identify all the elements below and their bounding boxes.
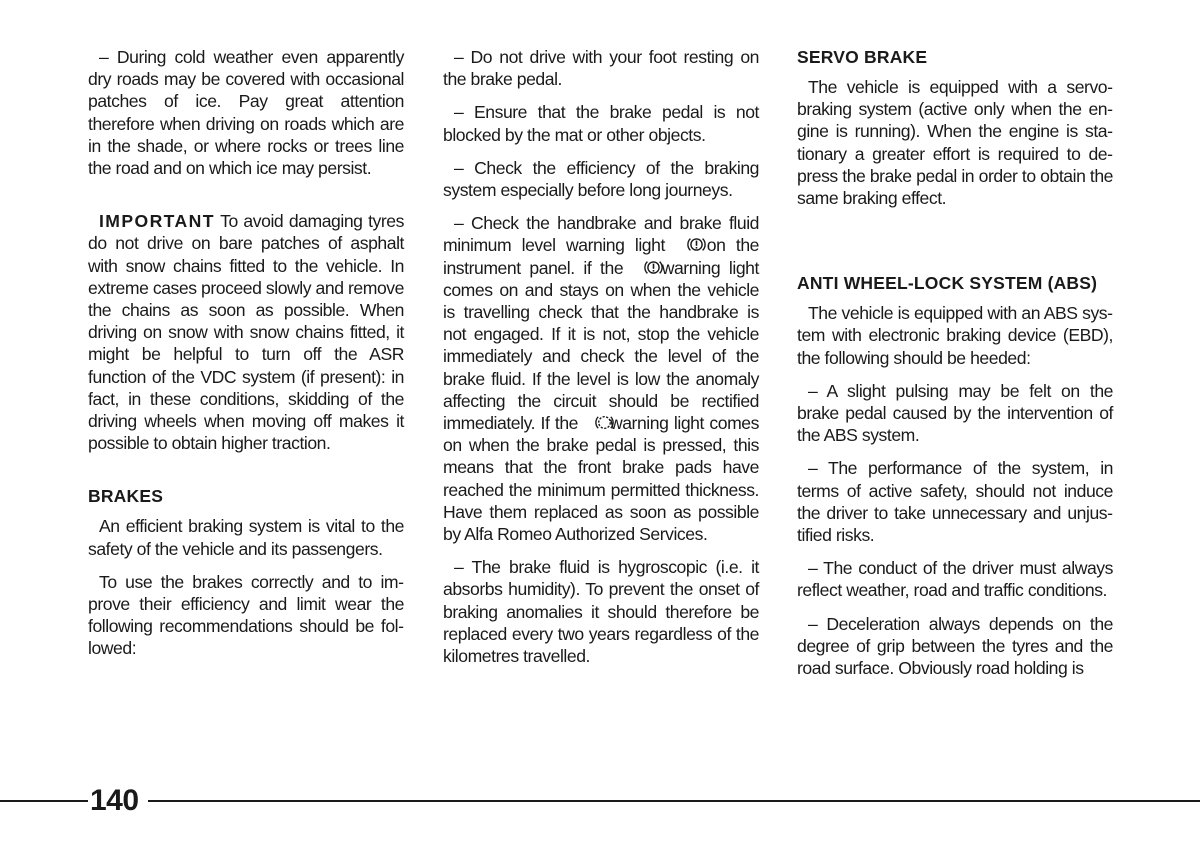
cold-weather-paragraph: – During cold weather even apparently dry roads may be covered with occasional patches of ice. Pay great attention therefore when driving on roads which are in the shade, or where rocks or trees line the road and on which ice may persist.	[88, 47, 404, 179]
important-label: IMPORTANT	[99, 211, 215, 232]
column-2	[443, 46, 759, 678]
pedal-blocked-item: – Ensure that the brake pedal is not blocked by the mat or other objects.	[443, 102, 759, 145]
abs-heading: ANTI WHEEL-LOCK SYSTEM (ABS)	[797, 273, 1098, 294]
brake-fluid-item: – The brake fluid is hygroscopic (i.e. it absorbs humidity). To prevent the onset of braking anomalies it should therefore be replaced every two years regardless of the kilometres travelled.	[443, 557, 759, 667]
brake-warning-icon	[676, 235, 695, 254]
important-note	[88, 210, 404, 454]
servo-brake-heading: SERVO BRAKE	[797, 47, 928, 67]
abs-deceleration-item: – Deceleration always depends on the degree of grip between the tyres and the road surface. Obviously road holding is	[797, 613, 1113, 679]
foot-resting-item: – Do not drive with your foot resting on the brake pedal.	[443, 47, 759, 90]
brake-pad-wear-icon	[584, 413, 603, 432]
abs-conduct-item: – The conduct of the driver must always reflect weather, road and traffic conditions.	[797, 558, 1113, 601]
handbrake-text-d: warning light comes on when the brake pedal is pressed, this means that the front brake pads have reached the minimum permitted thickness. Have them replaced as soon as possible by Alfa Romeo Authorized Services.	[443, 413, 759, 545]
check-efficiency-item: – Check the efficiency of the braking system especially before long journeys.	[443, 157, 759, 201]
handbrake-check-item	[443, 212, 759, 545]
brakes-recommendations-paragraph: To use the brakes correctly and to improve their efficiency and limit wear the following recommendations should be followed:	[88, 571, 404, 659]
abs-intro-paragraph: The vehicle is equipped with an ABS system with electronic braking device (EBD), the following should be heeded:	[797, 303, 1113, 368]
brake-warning-icon	[633, 258, 652, 277]
handbrake-text-b: on the instrument panel. if the	[443, 235, 759, 278]
page-number: 140	[90, 784, 139, 817]
handbrake-text-a: – Check the handbrake and brake fluid minimum level warning light	[443, 213, 759, 256]
servo-brake-paragraph: The vehicle is equipped with a servobraking system (active only when the engine is running). When the engine is stationary a greater effort is required to depress the brake pedal in order to obtain the same braking effect.	[797, 77, 1113, 209]
brakes-intro-paragraph: An efficient braking system is vital to the safety of the vehicle and its passengers.	[88, 516, 404, 559]
brakes-heading: BRAKES	[88, 486, 164, 507]
column-3	[797, 46, 1113, 690]
important-text: To avoid damaging tyres do not drive on bare patches of asphalt with snow chains fitted to the vehicle. In extreme cases proceed slowly and remove the chains as soon as possible. When driving on snow with snow chains fitted, it might be helpful to turn off the ASR function of the VDC system (if present): in fact, in these conditions, skidding of the driving wheels when moving off makes it possible to obtain higher traction.	[88, 211, 404, 454]
footer-rule-left	[0, 800, 88, 802]
column-1	[88, 46, 404, 671]
abs-pulsing-item: – A slight pulsing may be felt on the brake pedal caused by the intervention of the ABS system.	[797, 380, 1113, 446]
abs-performance-item: – The performance of the system, in terms of active safety, should not induce the driver to take unnecessary and unjustified risks.	[797, 458, 1113, 546]
footer-rule-right	[148, 800, 1200, 802]
handbrake-text-c: warning light comes on and stays on when the vehicle is travelling check that the handbrake is not engaged. If it is not, stop the vehicle immediately and check the level of the brake fluid. If the level is low the anomaly affecting the circuit should be rectified immediately. If the	[443, 257, 759, 434]
